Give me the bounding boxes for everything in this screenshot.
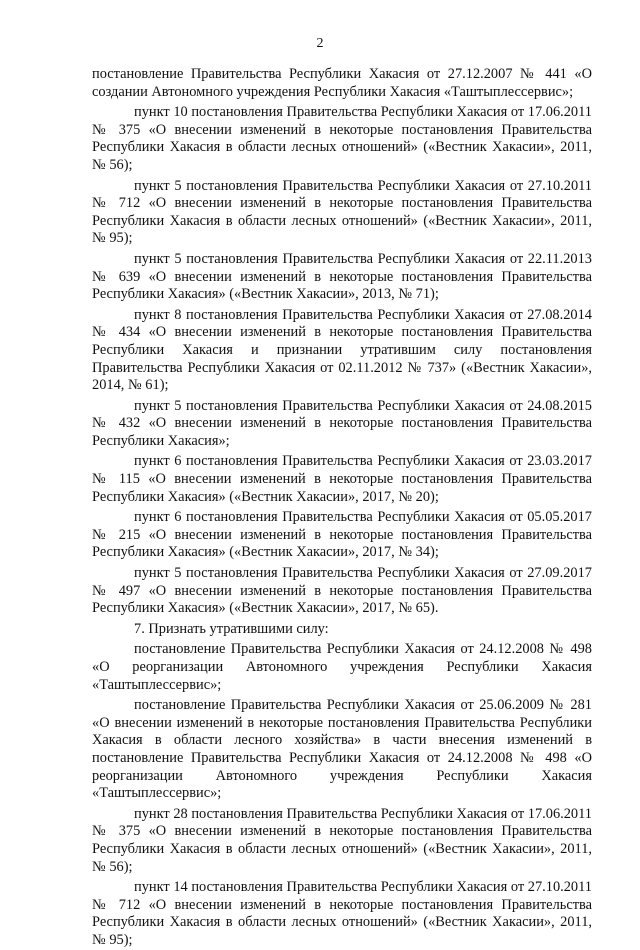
paragraph: пункт 5 постановления Правительства Республики Хакасия от 24.08.2015 № 432 «О внесении изменений в некоторые постановления Правительства Республики Хакасия»; [92,397,592,449]
paragraph: пункт 14 постановления Правительства Республики Хакасия от 27.10.2011 № 712 «О внесении изменений в некоторые постановления Правительства Республики Хакасия в области лесных отношений» («Вестник Хакасии», 2011, № 95); [92,879,592,948]
paragraph: постановление Правительства Республики Хакасия от 25.06.2009 № 281 «О внесении изменений в некоторые постановления Правительства Республики Хакасия в области лесного хозяйства» в части внесения изменений в постановление Правительства Республики Хакасия от 24.12.2008 № 498 «О реорганизации Автономного учреждения Республики Хакасия «Таштыплессервис»; [92,697,592,802]
paragraph: постановление Правительства Республики Хакасия от 24.12.2008 № 498 «О реорганизации Автономного учреждения Республики Хакасия «Таштыплессервис»; [92,641,592,693]
paragraph: пункт 28 постановления Правительства Республики Хакасия от 17.06.2011 № 375 «О внесении изменений в некоторые постановления Правительства Республики Хакасия в области лесных отношений» («Вестник Хакасии», 2011, № 56); [92,805,592,875]
paragraph: пункт 5 постановления Правительства Республики Хакасия от 27.09.2017 № 497 «О внесении изменений в некоторые постановления Правительства Республики Хакасия» («Вестник Хакасии», 2017, № 65). [92,565,592,617]
paragraph: пункт 6 постановления Правительства Республики Хакасия от 23.03.2017 № 115 «О внесении изменений в некоторые постановления Правительства Республики Хакасия» («Вестник Хакасии», 2017, № 20); [92,453,592,505]
paragraph: пункт 5 постановления Правительства Республики Хакасия от 27.10.2011 № 712 «О внесении изменений в некоторые постановления Правительства Республики Хакасия в области лесных отношений» («Вестник Хакасии», 2011, № 95); [92,177,592,247]
paragraph: пункт 10 постановления Правительства Республики Хакасия от 17.06.2011 № 375 «О внесении изменений в некоторые постановления Правительства Республики Хакасия в области лесных отношений» («Вестник Хакасии», 2011, № 56); [92,104,592,173]
page-number: 2 [316,36,324,51]
paragraph: пункт 8 постановления Правительства Республики Хакасия от 27.08.2014 № 434 «О внесении изменений в некоторые постановления Правительства Республики Хакасия и признании утратившим силу постановления Правительства Республики Хакасия от 02.11.2012 № 737» («Вестник Хакасии», 2014, № 61); [92,306,592,394]
paragraph: пункт 6 постановления Правительства Республики Хакасия от 05.05.2017 № 215 «О внесении изменений в некоторые постановления Правительства Республики Хакасия» («Вестник Хакасии», 2017, № 34); [92,509,592,561]
paragraph: постановление Правительства Республики Хакасия от 27.12.2007 № 441 «О создании Автономного учреждения Республики Хакасия «Таштыплессервис»; [92,66,592,100]
document-body [92,66,592,950]
paragraph: пункт 5 постановления Правительства Республики Хакасия от 22.11.2013 № 639 «О внесении изменений в некоторые постановления Правительства Республики Хакасия» («Вестник Хакасии», 2013, № 71); [92,250,592,303]
section-heading: 7. Признать утратившими силу: [134,620,329,637]
